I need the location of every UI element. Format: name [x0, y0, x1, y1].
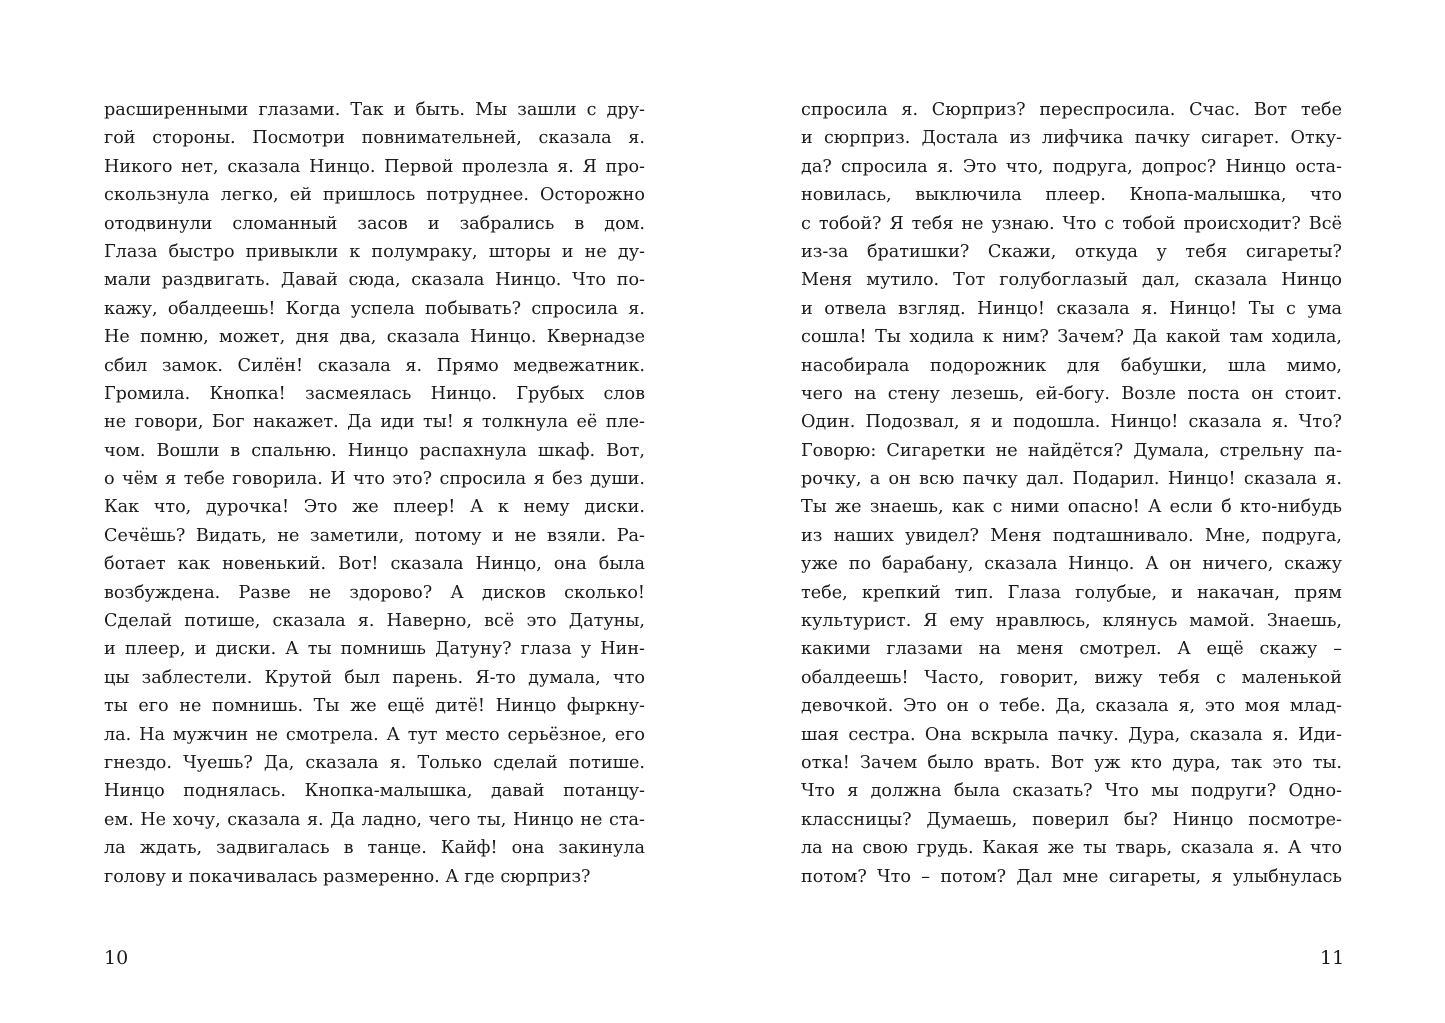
- text-line: Никого нет, сказала Нинцо. Первой пролезла я. Я про-: [104, 156, 645, 177]
- text-line: ботает как новенький. Вот! сказала Нинцо, она была: [104, 554, 645, 575]
- left-page-text: [104, 96, 645, 891]
- text-line: Говорю: Сигаретки не найдётся? Думала, стрельну па-: [801, 440, 1342, 461]
- text-line: Как что, дурочка! Это же плеер! А к нему диски.: [104, 497, 645, 518]
- text-line: тебе, крепкий тип. Глаза голубые, и накачан, прям: [801, 582, 1342, 603]
- right-page: [722, 0, 1444, 1023]
- text-line: чего на стену лезешь, ей-богу. Возле поста он стоит.: [801, 383, 1342, 404]
- text-line: спросила я. Сюрприз? переспросила. Счас. Вот тебе: [801, 100, 1342, 120]
- text-line: скользнула легко, ей пришлось потруднее. Осторожно: [104, 185, 645, 206]
- text-line: ла. На мужчин не смотрела. А тут место серьёзное, его: [104, 724, 645, 745]
- page-number-left: 10: [104, 947, 129, 969]
- text-line: о чём я тебе говорила. И что это? спросила я без души.: [104, 469, 645, 490]
- text-line: Что я должна была сказать? Что мы подруги? Одно-: [801, 781, 1342, 802]
- text-line: Глаза быстро привыкли к полумраку, шторы и не ду-: [104, 241, 645, 262]
- text-line: с тобой? Я тебя не узнаю. Что с тобой происходит? Всё: [801, 213, 1342, 234]
- text-line: ты его не помнишь. Ты же ещё дитё! Нинцо фыркну-: [104, 696, 645, 717]
- text-line: голову и покачивалась размеренно. А где сюрприз?: [104, 866, 591, 887]
- text-line: девочкой. Это он о тебе. Да, сказала я, это моя млад-: [801, 696, 1342, 717]
- page-number-right: 11: [1320, 947, 1345, 969]
- text-line: кажу, обалдеешь! Когда успела побывать? спросила я.: [104, 298, 645, 319]
- text-line: из-за братишки? Скажи, откуда у тебя сигареты?: [801, 241, 1342, 262]
- text-line: гой стороны. Посмотри повнимательней, сказала я.: [104, 128, 645, 149]
- text-line: Меня мутило. Тот голубоглазый дал, сказала Нинцо: [801, 270, 1342, 291]
- text-line: чом. Вошли в спальню. Нинцо распахнула шкаф. Вот,: [104, 440, 645, 461]
- text-line: и плеер, и диски. А ты помнишь Датуну? глаза у Нин-: [104, 639, 645, 660]
- text-line: Не помню, может, дня два, сказала Нинцо. Квернадзе: [104, 327, 645, 348]
- text-line: потом? Что – потом? Дал мне сигареты, я улыбнулась: [801, 866, 1342, 887]
- text-line: ла на свою грудь. Какая же ты тварь, сказала я. А что: [801, 838, 1342, 859]
- right-page-text: [801, 96, 1342, 891]
- text-line: мали раздвигать. Давай сюда, сказала Нинцо. Что по-: [104, 270, 645, 291]
- text-line: рочку, а он всю пачку дал. Подарил. Нинцо! сказала я.: [801, 469, 1342, 490]
- text-line: и отвела взгляд. Нинцо! сказала я. Нинцо! Ты с ума: [801, 298, 1342, 319]
- text-line: да? спросила я. Это что, подруга, допрос? Нинцо оста-: [801, 156, 1342, 177]
- text-line: сошла! Ты ходила к ним? Зачем? Да какой там ходила,: [801, 327, 1342, 348]
- text-line: Громила. Кнопка! засмеялась Нинцо. Грубых слов: [104, 383, 645, 404]
- text-line: шая сестра. Она вскрыла пачку. Дура, сказала я. Иди-: [801, 724, 1342, 745]
- text-line: Один. Подозвал, я и подошла. Нинцо! сказала я. Что?: [801, 412, 1342, 433]
- text-line: Сечёшь? Видать, не заметили, потому и не взяли. Ра-: [104, 525, 645, 546]
- text-line: сбил замок. Силён! сказала я. Прямо медвежатник.: [104, 355, 645, 376]
- text-line: и сюрприз. Достала из лифчика пачку сигарет. Отку-: [801, 128, 1342, 149]
- text-line: культурист. Я ему нравлюсь, клянусь мамой. Знаешь,: [801, 611, 1342, 632]
- text-line: уже по барабану, сказала Нинцо. А он ничего, скажу: [801, 554, 1342, 575]
- text-line: расширенными глазами. Так и быть. Мы зашли с дру-: [104, 100, 645, 120]
- text-line: цы заблестели. Крутой был парень. Я-то думала, что: [104, 667, 645, 688]
- text-line: отодвинули сломанный засов и забрались в дом.: [104, 213, 645, 234]
- text-line: классницы? Думаешь, поверил бы? Нинцо посмотре-: [801, 809, 1342, 830]
- left-page: [0, 0, 722, 1023]
- text-line: какими глазами на меня смотрел. А ещё скажу –: [801, 639, 1342, 660]
- text-line: насобирала подорожник для бабушки, шла мимо,: [801, 355, 1342, 376]
- text-line: отка! Зачем было врать. Вот уж кто дура, так это ты.: [801, 752, 1342, 773]
- text-line: из наших увидел? Меня подташнивало. Мне, подруга,: [801, 525, 1342, 546]
- text-line: новилась, выключила плеер. Кнопа-малышка, что: [801, 185, 1342, 206]
- text-line: Ты же знаешь, как с ними опасно! А если б кто-нибудь: [801, 497, 1342, 518]
- text-line: ем. Не хочу, сказала я. Да ладно, чего ты, Нинцо не ста-: [104, 809, 645, 830]
- text-line: гнездо. Чуешь? Да, сказала я. Только сделай потише.: [104, 752, 645, 773]
- text-line: Нинцо поднялась. Кнопка-малышка, давай потанцу-: [104, 781, 645, 802]
- text-line: не говори, Бог накажет. Да иди ты! я толкнула её пле-: [104, 412, 645, 433]
- text-line: возбуждена. Разве не здорово? А дисков сколько!: [104, 582, 645, 603]
- text-line: обалдеешь! Часто, говорит, вижу тебя с маленькой: [801, 667, 1342, 688]
- text-line: ла ждать, задвигалась в танце. Кайф! она закинула: [104, 838, 645, 859]
- text-line: Сделай потише, сказала я. Наверно, всё это Датуны,: [104, 611, 645, 632]
